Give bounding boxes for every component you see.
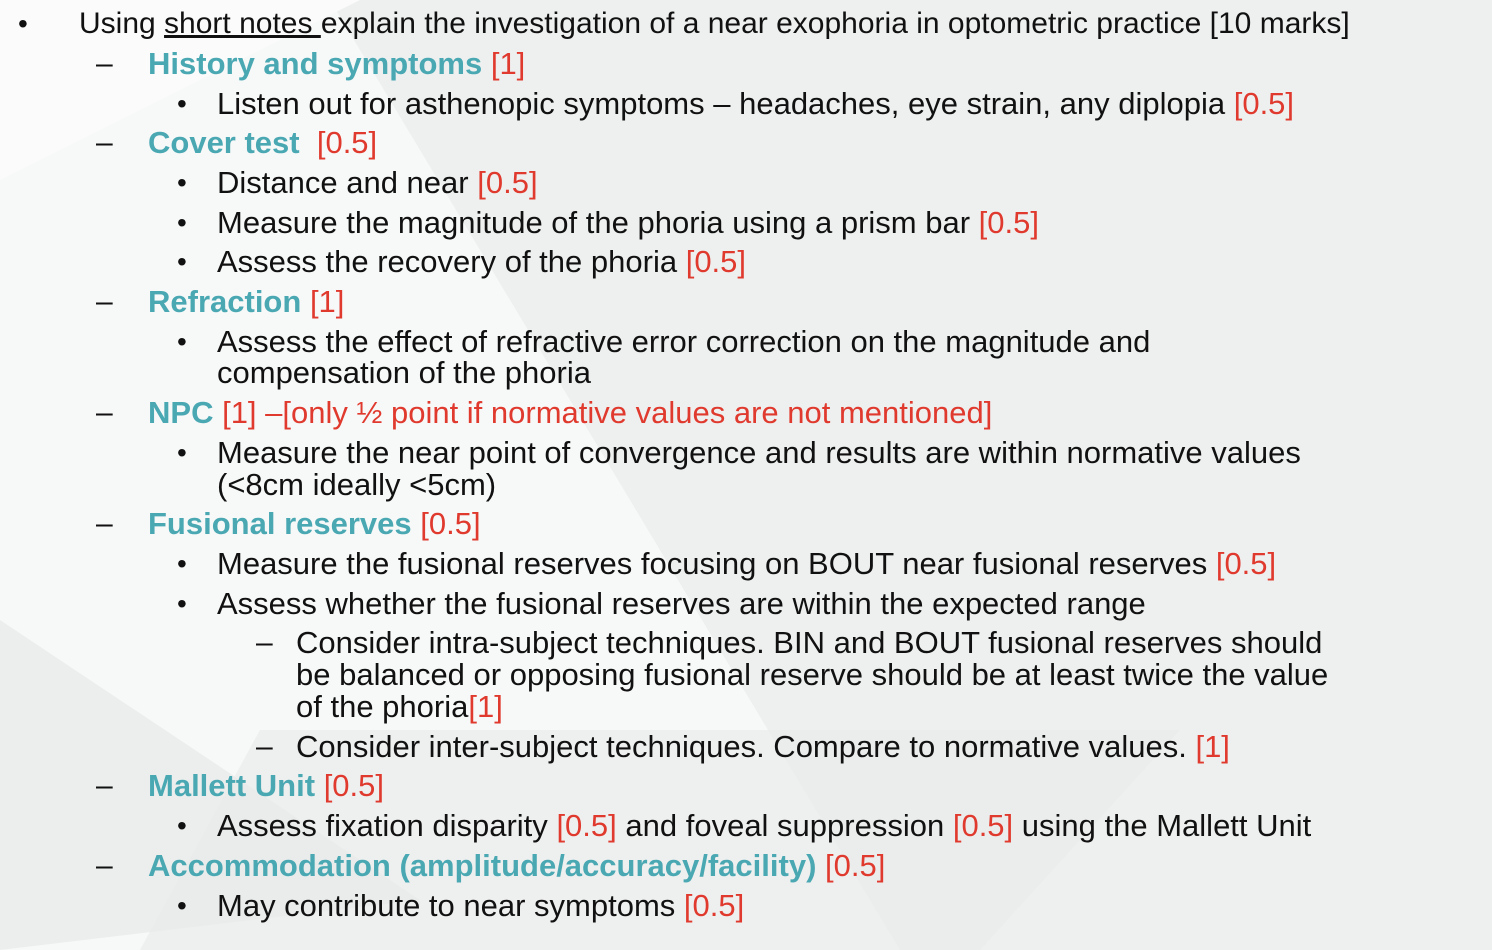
fusional-heading-line (148, 508, 481, 540)
fusional-sub-1-line-2: be balanced or opposing fusional reserve should be at least twice the value (296, 657, 1329, 692)
fusional-item-1 (217, 548, 1276, 580)
fusional-mark: [0.5] (420, 506, 481, 541)
npc-mark: [1] –[only ½ point if normative values are not mentioned] (222, 395, 993, 430)
npc-item-1-line-2: (<8cm ideally <5cm) (217, 467, 497, 502)
sub-item-dash: – (256, 730, 273, 763)
npc-heading-line (148, 397, 992, 429)
item-bullet: • (177, 810, 187, 841)
accommodation-mark: [0.5] (825, 848, 886, 883)
fusional-item-1-mark: [0.5] (1215, 546, 1277, 581)
question-text-post: explain the investigation of a near exophoria in optometric practice [10 marks] (320, 7, 1350, 40)
section-dash: – (96, 849, 113, 882)
history-item-1-mark: [0.5] (1233, 86, 1295, 121)
cover-item-1-mark: [0.5] (477, 165, 538, 200)
cover-heading: Cover test (148, 125, 300, 160)
history-mark: [1] (490, 46, 526, 81)
fusional-sub-2-mark: [1] (1195, 729, 1230, 764)
cover-item-3-mark: [0.5] (685, 244, 747, 279)
question-text-pre: Using (79, 7, 165, 40)
mallett-item-1-text-1: Assess fixation disparity (217, 808, 548, 843)
mallett-heading: Mallett Unit (148, 768, 316, 803)
cover-item-1-text: Distance and near (217, 165, 469, 200)
npc-heading: NPC (148, 395, 214, 430)
fusional-sub-1-line-3 (296, 691, 503, 723)
question-bullet: • (18, 8, 28, 39)
fusional-sub-2 (296, 731, 1230, 763)
sub-item-dash: – (256, 626, 273, 659)
cover-item-2-mark: [0.5] (978, 205, 1039, 240)
item-bullet: • (177, 890, 187, 921)
history-item-1 (217, 88, 1294, 120)
npc-item-1-line-1: Measure the near point of convergence and results are within normative values (217, 435, 1301, 470)
section-dash: – (96, 126, 113, 159)
fusional-item-2: Assess whether the fusional reserves are within the expected range (217, 586, 1146, 621)
section-dash: – (96, 396, 113, 429)
item-bullet: • (177, 246, 187, 277)
fusional-sub-1-line-1: Consider intra-subject techniques. BIN and BOUT fusional reserves should (296, 625, 1323, 660)
item-bullet: • (177, 437, 187, 468)
cover-mark: [0.5] (316, 125, 378, 160)
accommodation-heading-line (148, 850, 885, 882)
mallett-item-1-mark-2: [0.5] (952, 808, 1014, 843)
accommodation-item-1-mark: [0.5] (683, 888, 745, 923)
question-text-underlined: short notes (164, 7, 321, 40)
history-item-1-text: Listen out for asthenopic symptoms – headaches, eye strain, any diplopia (217, 86, 1226, 121)
refraction-item-1-line-2: compensation of the phoria (217, 355, 591, 390)
refraction-mark: [1] (309, 284, 345, 319)
fusional-sub-2-text: Consider inter-subject techniques. Compare to normative values. (296, 729, 1187, 764)
mallett-heading-line (148, 770, 384, 802)
mallett-item-1-mark-1: [0.5] (556, 808, 617, 843)
history-heading: History and symptoms (148, 46, 483, 81)
accommodation-heading: Accommodation (amplitude/accuracy/facility) (148, 848, 817, 883)
fusional-sub-1-mark: [1] (468, 689, 503, 724)
section-dash: – (96, 285, 113, 318)
mallett-item-1-text-3: using the Mallett Unit (1021, 808, 1312, 843)
item-bullet: • (177, 548, 187, 579)
accommodation-item-1 (217, 890, 744, 922)
item-bullet: • (177, 326, 187, 357)
item-bullet: • (177, 167, 187, 198)
item-bullet: • (177, 88, 187, 119)
section-dash: – (96, 47, 113, 80)
refraction-item-1-line-1: Assess the effect of refractive error correction on the magnitude and (217, 324, 1151, 359)
cover-item-3-text: Assess the recovery of the phoria (217, 244, 678, 279)
cover-heading-line (148, 127, 377, 159)
question-line (79, 8, 1350, 40)
fusional-heading: Fusional reserves (148, 506, 412, 541)
fusional-sub-1-text: of the phoria (296, 689, 469, 724)
refraction-heading: Refraction (148, 284, 302, 319)
cover-item-2 (217, 207, 1039, 239)
mallett-mark: [0.5] (323, 768, 385, 803)
section-dash: – (96, 769, 113, 802)
fusional-item-1-text: Measure the fusional reserves focusing on BOUT near fusional reserves (217, 546, 1208, 581)
mallett-item-1-text-2: and foveal suppression (625, 808, 945, 843)
mallett-item-1 (217, 810, 1311, 842)
section-dash: – (96, 507, 113, 540)
item-bullet: • (177, 207, 187, 238)
cover-item-3 (217, 246, 746, 278)
cover-item-1 (217, 167, 538, 199)
item-bullet: • (177, 588, 187, 619)
cover-item-2-text: Measure the magnitude of the phoria using a prism bar (217, 205, 971, 240)
accommodation-item-1-text: May contribute to near symptoms (217, 888, 676, 923)
refraction-heading-line (148, 286, 344, 318)
history-heading-line (148, 48, 525, 80)
